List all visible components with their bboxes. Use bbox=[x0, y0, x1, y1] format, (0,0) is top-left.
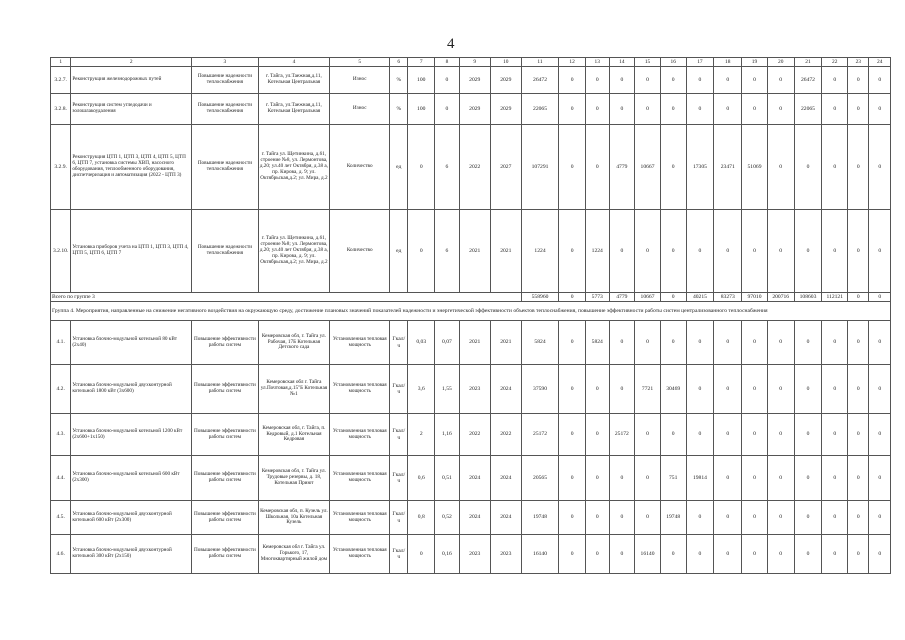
total-value: 0 bbox=[559, 293, 586, 302]
column-number: 13 bbox=[585, 58, 609, 67]
value-cell: 0 bbox=[869, 67, 891, 94]
value-cell: 0 bbox=[585, 365, 609, 414]
value-cell: 26472 bbox=[521, 67, 558, 94]
value-cell: 2 bbox=[408, 414, 435, 456]
value-cell: 0 bbox=[794, 414, 822, 456]
measure-name: Установка блочно-модульной двухконтурной котельной 600 кВт (2х300) bbox=[71, 501, 192, 535]
value-cell: 0 bbox=[822, 67, 848, 94]
value-cell: 0 bbox=[742, 456, 768, 501]
value-cell: 0 bbox=[822, 501, 848, 535]
value-cell: 0 bbox=[767, 210, 794, 293]
value-cell: 0 bbox=[767, 456, 794, 501]
measure-address: Кемеровская обл, г. Тайга ул. Трудовые резервы, д. 18, Котельная Приют bbox=[258, 456, 330, 501]
value-cell: 0 bbox=[585, 501, 609, 535]
value-cell: 19748 bbox=[660, 501, 686, 535]
value-cell: 0 bbox=[635, 321, 661, 365]
value-cell: 100 bbox=[408, 67, 435, 94]
table-row bbox=[51, 414, 891, 456]
value-cell: 0 bbox=[767, 321, 794, 365]
column-number: 16 bbox=[660, 58, 686, 67]
column-number: 12 bbox=[559, 58, 586, 67]
value-cell: 0 bbox=[714, 210, 742, 293]
value-cell: 20565 bbox=[521, 456, 558, 501]
value-cell: 0 bbox=[848, 321, 869, 365]
measure-goal: Повышение эффективности работы систем bbox=[192, 535, 258, 574]
value-cell: 0 bbox=[585, 94, 609, 125]
measure-name: Установка блочно-модульной котельной 1200 кВт (2х600+1х150) bbox=[71, 414, 192, 456]
value-cell: 0 bbox=[767, 125, 794, 210]
indicator: Установленная тепловая мощность bbox=[330, 501, 390, 535]
value-cell: 7721 bbox=[635, 365, 661, 414]
value-cell: 0 bbox=[559, 94, 586, 125]
total-value: 108603 bbox=[794, 293, 822, 302]
measure-name: Установка блочно-модульной двухконтурной котельной 300 кВт (2х150) bbox=[71, 535, 192, 574]
value-cell: 0 bbox=[609, 535, 635, 574]
value-cell: 0 bbox=[660, 210, 686, 293]
value-cell: 0 bbox=[742, 94, 768, 125]
total-value: 0 bbox=[848, 293, 869, 302]
value-cell: 0 bbox=[635, 501, 661, 535]
column-number: 20 bbox=[767, 58, 794, 67]
unit: Гкал/ч bbox=[390, 321, 408, 365]
value-cell: 0 bbox=[869, 456, 891, 501]
measure-goal: Повышение эффективности работы систем bbox=[192, 501, 258, 535]
value-cell: 0 bbox=[869, 501, 891, 535]
column-number: 19 bbox=[742, 58, 768, 67]
value-cell: 0 bbox=[848, 94, 869, 125]
value-cell: 1224 bbox=[585, 210, 609, 293]
value-cell: 0 bbox=[767, 501, 794, 535]
table-row bbox=[51, 456, 891, 501]
value-cell: 25172 bbox=[609, 414, 635, 456]
measure-goal: Повышение надежности теплоснабжения bbox=[192, 67, 258, 94]
value-cell: 2027 bbox=[490, 125, 521, 210]
value-cell: 0 bbox=[742, 67, 768, 94]
table-row bbox=[51, 321, 891, 365]
value-cell: 2021 bbox=[459, 321, 490, 365]
value-cell: 0 bbox=[822, 125, 848, 210]
value-cell: 0 bbox=[686, 94, 714, 125]
measure-name: Реконструкция систем угледодачи и золошлакоудаления bbox=[71, 94, 192, 125]
value-cell: 0 bbox=[635, 67, 661, 94]
value-cell: 0 bbox=[585, 67, 609, 94]
value-cell: 2029 bbox=[490, 94, 521, 125]
total-label: Всего по группе 3 bbox=[51, 293, 522, 302]
value-cell: 0 bbox=[714, 414, 742, 456]
value-cell: 0 bbox=[686, 365, 714, 414]
value-cell: 0 bbox=[767, 535, 794, 574]
table-row bbox=[51, 67, 891, 94]
value-cell: 0 bbox=[660, 94, 686, 125]
investment-table bbox=[50, 57, 891, 574]
column-number: 15 bbox=[635, 58, 661, 67]
value-cell: 0 bbox=[767, 414, 794, 456]
table-row bbox=[51, 125, 891, 210]
value-cell: 19748 bbox=[521, 501, 558, 535]
value-cell: 30469 bbox=[660, 365, 686, 414]
value-cell: 0 bbox=[714, 535, 742, 574]
measure-goal: Повышение надежности теплоснабжения bbox=[192, 94, 258, 125]
page-number: 4 bbox=[447, 36, 455, 52]
indicator: Износ bbox=[330, 94, 390, 125]
table-row bbox=[51, 94, 891, 125]
value-cell: 22065 bbox=[521, 94, 558, 125]
value-cell: 0 bbox=[609, 321, 635, 365]
value-cell: 0 bbox=[660, 414, 686, 456]
value-cell: 0 bbox=[869, 365, 891, 414]
value-cell: 22065 bbox=[794, 94, 822, 125]
value-cell: 16140 bbox=[635, 535, 661, 574]
indicator: Установленная тепловая мощность bbox=[330, 456, 390, 501]
value-cell: 0 bbox=[869, 414, 891, 456]
column-number: 22 bbox=[822, 58, 848, 67]
measure-address: Кемеровская обл г. Тайга ул. Горького, 17, Многоквартирный жилой дом bbox=[258, 535, 330, 574]
value-cell: 0 bbox=[635, 456, 661, 501]
value-cell: 0,6 bbox=[408, 456, 435, 501]
row-id: 4.2. bbox=[51, 365, 71, 414]
measure-name: Реконструкция железнодорожных путей bbox=[71, 67, 192, 94]
unit: Гкал/ч bbox=[390, 456, 408, 501]
total-value: 4779 bbox=[609, 293, 635, 302]
row-id: 3.2.8. bbox=[51, 94, 71, 125]
value-cell: 2022 bbox=[490, 414, 521, 456]
value-cell: 0,51 bbox=[435, 456, 460, 501]
measure-name: Установка блочно-модульной двухконтурной котельной 1800 кВт (3х600) bbox=[71, 365, 192, 414]
value-cell: 0 bbox=[822, 456, 848, 501]
value-cell: 2023 bbox=[459, 535, 490, 574]
value-cell: 0 bbox=[869, 535, 891, 574]
value-cell: 2022 bbox=[459, 125, 490, 210]
value-cell: 0 bbox=[794, 535, 822, 574]
measure-address: г. Тайга, ул.Таежная,д.11, Котельная Центральная bbox=[258, 67, 330, 94]
table-row bbox=[51, 501, 891, 535]
value-cell: 0 bbox=[742, 321, 768, 365]
measure-goal: Повышение эффективности работы систем bbox=[192, 365, 258, 414]
value-cell: 0 bbox=[822, 365, 848, 414]
value-cell: 0 bbox=[686, 321, 714, 365]
total-value: 10667 bbox=[635, 293, 661, 302]
value-cell: 0 bbox=[869, 94, 891, 125]
indicator: Установленная тепловая мощность bbox=[330, 321, 390, 365]
column-number: 21 bbox=[794, 58, 822, 67]
value-cell: 751 bbox=[660, 456, 686, 501]
column-number: 14 bbox=[609, 58, 635, 67]
value-cell: 0 bbox=[585, 535, 609, 574]
value-cell: 0,52 bbox=[435, 501, 460, 535]
value-cell: 0 bbox=[869, 125, 891, 210]
value-cell: 0 bbox=[559, 67, 586, 94]
indicator: Установленная тепловая мощность bbox=[330, 535, 390, 574]
row-id: 4.4. bbox=[51, 456, 71, 501]
value-cell: 0 bbox=[714, 321, 742, 365]
value-cell: 0 bbox=[767, 94, 794, 125]
value-cell: 5824 bbox=[521, 321, 558, 365]
column-number: 3 bbox=[192, 58, 258, 67]
measure-name: Реконструкция ЦТП 1, ЦТП 3, ЦТП 4, ЦТП 5, ЦТП 6, ЦТП 7, установка системы ХВП, насосного оборудования, теплообменного оборудования, диспетчеризация и автоматизация (2022 - ЦТП 3) bbox=[71, 125, 192, 210]
measure-address: Кемеровская обл г. Тайга ул.Почтовая,д.15"Б Котельная №1 bbox=[258, 365, 330, 414]
value-cell: 0,07 bbox=[435, 321, 460, 365]
value-cell: 0 bbox=[869, 210, 891, 293]
value-cell: 0 bbox=[559, 501, 586, 535]
value-cell: 0 bbox=[794, 125, 822, 210]
value-cell: 0 bbox=[635, 414, 661, 456]
column-number: 10 bbox=[490, 58, 521, 67]
value-cell: 0 bbox=[686, 535, 714, 574]
measure-goal: Повышение эффективности работы систем bbox=[192, 456, 258, 501]
value-cell: 0,16 bbox=[435, 535, 460, 574]
unit: % bbox=[390, 67, 408, 94]
value-cell: 0 bbox=[435, 67, 460, 94]
value-cell: 0 bbox=[686, 501, 714, 535]
table-row bbox=[51, 210, 891, 293]
value-cell: 0 bbox=[585, 414, 609, 456]
value-cell: 0 bbox=[609, 365, 635, 414]
value-cell: 2023 bbox=[459, 365, 490, 414]
value-cell: 2024 bbox=[490, 501, 521, 535]
row-id: 3.2.7. bbox=[51, 67, 71, 94]
value-cell: 2029 bbox=[459, 94, 490, 125]
value-cell: 0 bbox=[609, 210, 635, 293]
column-number: 6 bbox=[390, 58, 408, 67]
total-value: 558960 bbox=[521, 293, 558, 302]
value-cell: 0 bbox=[609, 456, 635, 501]
value-cell: 1224 bbox=[521, 210, 558, 293]
value-cell: 0 bbox=[408, 125, 435, 210]
row-id: 3.2.10. bbox=[51, 210, 71, 293]
value-cell: 25172 bbox=[521, 414, 558, 456]
value-cell: 0 bbox=[609, 67, 635, 94]
indicator: Установленная тепловая мощность bbox=[330, 365, 390, 414]
value-cell: 0 bbox=[559, 365, 586, 414]
value-cell: 2024 bbox=[459, 456, 490, 501]
value-cell: 51069 bbox=[742, 125, 768, 210]
value-cell: 0 bbox=[714, 67, 742, 94]
column-number: 8 bbox=[435, 58, 460, 67]
value-cell: 0 bbox=[435, 94, 460, 125]
column-number: 7 bbox=[408, 58, 435, 67]
value-cell: 0 bbox=[686, 414, 714, 456]
value-cell: 0 bbox=[848, 365, 869, 414]
group-title-row bbox=[51, 302, 891, 321]
value-cell: 2023 bbox=[490, 535, 521, 574]
measure-address: г. Тайга ул. Щетинкина, д.61, строение №8; ул. Лермонтова, д.20; ул.40 лет Октября, д.38 а, пр. Кирова, д. 9; ул. Октябрьская,д.2; ул. Мира, д.2 bbox=[258, 210, 330, 293]
column-number: 2 bbox=[71, 58, 192, 67]
total-value: 0 bbox=[660, 293, 686, 302]
column-number: 17 bbox=[686, 58, 714, 67]
row-id: 4.3. bbox=[51, 414, 71, 456]
value-cell: 0 bbox=[408, 535, 435, 574]
value-cell: 0 bbox=[767, 67, 794, 94]
value-cell: 0 bbox=[742, 365, 768, 414]
value-cell: 0 bbox=[408, 210, 435, 293]
total-value: 40215 bbox=[686, 293, 714, 302]
value-cell: 0 bbox=[794, 210, 822, 293]
value-cell: 0 bbox=[585, 456, 609, 501]
value-cell: 0 bbox=[714, 94, 742, 125]
value-cell: 5824 bbox=[585, 321, 609, 365]
unit: % bbox=[390, 94, 408, 125]
value-cell: 4779 bbox=[609, 125, 635, 210]
value-cell: 37590 bbox=[521, 365, 558, 414]
value-cell: 0 bbox=[848, 501, 869, 535]
value-cell: 2024 bbox=[490, 456, 521, 501]
value-cell: 0 bbox=[686, 67, 714, 94]
value-cell: 0 bbox=[767, 365, 794, 414]
total-value: 97010 bbox=[742, 293, 768, 302]
column-number: 9 bbox=[459, 58, 490, 67]
value-cell: 3,6 bbox=[408, 365, 435, 414]
value-cell: 0 bbox=[848, 414, 869, 456]
value-cell: 10667 bbox=[635, 125, 661, 210]
value-cell: 0 bbox=[822, 414, 848, 456]
measure-address: Кемеровская обл, г. Тайга, п. Кедровый, д.1 Котельная Кедровая bbox=[258, 414, 330, 456]
value-cell: 2022 bbox=[459, 414, 490, 456]
table-row bbox=[51, 365, 891, 414]
group-4-title: Группа 4. Мероприятия, направленные на снижение негативного воздействия на окружающую среду, достижение плановых значений показателей надежности и энергетической эффективности объектов теплоснабжения, повышение эффективности работы систем централизованного теплоснабжения bbox=[51, 302, 891, 321]
value-cell: 0 bbox=[822, 321, 848, 365]
value-cell: 2024 bbox=[459, 501, 490, 535]
value-cell: 2029 bbox=[459, 67, 490, 94]
measure-address: г. Тайга ул. Щетинкина, д.61, строение №8, ул. Лермонтова, д.20; ул.40 лет Октября, д.38 а, пр. Кирова, д. 9; ул. Октябрьская,д.2; ул. Мира, д.2 bbox=[258, 125, 330, 210]
value-cell: 0 bbox=[559, 535, 586, 574]
value-cell: 0 bbox=[714, 365, 742, 414]
value-cell: 0 bbox=[822, 535, 848, 574]
value-cell: 2024 bbox=[490, 365, 521, 414]
value-cell: 0 bbox=[794, 456, 822, 501]
measure-address: Кемеровская обл, г. Тайга ул. Рабочая, 17Б Котельная Детского сада bbox=[258, 321, 330, 365]
value-cell: 2021 bbox=[490, 321, 521, 365]
value-cell: 6 bbox=[435, 125, 460, 210]
value-cell: 0 bbox=[869, 321, 891, 365]
value-cell: 0 bbox=[822, 210, 848, 293]
value-cell: 0 bbox=[848, 535, 869, 574]
total-row bbox=[51, 293, 891, 302]
total-value: 112121 bbox=[822, 293, 848, 302]
value-cell: 0 bbox=[609, 94, 635, 125]
value-cell: 0 bbox=[848, 67, 869, 94]
column-number: 11 bbox=[521, 58, 558, 67]
value-cell: 0 bbox=[794, 365, 822, 414]
column-number: 1 bbox=[51, 58, 71, 67]
total-value: 200716 bbox=[767, 293, 794, 302]
row-id: 4.5. bbox=[51, 501, 71, 535]
value-cell: 0 bbox=[559, 210, 586, 293]
value-cell: 0 bbox=[559, 414, 586, 456]
unit: Гкал/ч bbox=[390, 501, 408, 535]
measure-name: Установка блочно-модульной котельной 600 кВт (2х300) bbox=[71, 456, 192, 501]
value-cell: 0 bbox=[822, 94, 848, 125]
column-number: 4 bbox=[258, 58, 330, 67]
value-cell: 1,55 bbox=[435, 365, 460, 414]
total-value: 0 bbox=[869, 293, 891, 302]
value-cell: 0 bbox=[559, 321, 586, 365]
indicator: Установленная тепловая мощность bbox=[330, 414, 390, 456]
row-id: 4.1. bbox=[51, 321, 71, 365]
table-row bbox=[51, 535, 891, 574]
value-cell: 0 bbox=[714, 456, 742, 501]
column-number: 23 bbox=[848, 58, 869, 67]
column-number: 24 bbox=[869, 58, 891, 67]
value-cell: 0 bbox=[848, 456, 869, 501]
measure-name: Установка приборов учета на ЦТП 1, ЦТП 3, ЦТП 4, ЦТП 5, ЦТП 6, ЦТП 7 bbox=[71, 210, 192, 293]
value-cell: 0 bbox=[848, 210, 869, 293]
total-value: 83273 bbox=[714, 293, 742, 302]
value-cell: 0 bbox=[686, 210, 714, 293]
indicator: Количество bbox=[330, 125, 390, 210]
value-cell: 0 bbox=[635, 210, 661, 293]
unit: Гкал/ч bbox=[390, 365, 408, 414]
value-cell: 0 bbox=[660, 321, 686, 365]
indicator: Износ bbox=[330, 67, 390, 94]
value-cell: 17305 bbox=[686, 125, 714, 210]
value-cell: 23471 bbox=[714, 125, 742, 210]
measure-goal: Повышение эффективности работы систем bbox=[192, 414, 258, 456]
value-cell: 0 bbox=[742, 210, 768, 293]
value-cell: 6 bbox=[435, 210, 460, 293]
value-cell: 0 bbox=[660, 125, 686, 210]
measure-goal: Повышение эффективности работы систем bbox=[192, 321, 258, 365]
value-cell: 0 bbox=[742, 414, 768, 456]
value-cell: 0 bbox=[635, 94, 661, 125]
value-cell: 100 bbox=[408, 94, 435, 125]
value-cell: 16140 bbox=[521, 535, 558, 574]
value-cell: 0 bbox=[585, 125, 609, 210]
indicator: Количество bbox=[330, 210, 390, 293]
value-cell: 1,16 bbox=[435, 414, 460, 456]
value-cell: 2021 bbox=[490, 210, 521, 293]
unit: Гкал/ч bbox=[390, 414, 408, 456]
column-number: 18 bbox=[714, 58, 742, 67]
value-cell: 0 bbox=[660, 67, 686, 94]
measure-goal: Повышение надежности теплоснабжения bbox=[192, 210, 258, 293]
row-id: 4.6. bbox=[51, 535, 71, 574]
value-cell: 2021 bbox=[459, 210, 490, 293]
value-cell: 0 bbox=[848, 125, 869, 210]
unit: Гкал/ч bbox=[390, 535, 408, 574]
value-cell: 0 bbox=[714, 501, 742, 535]
value-cell: 0 bbox=[794, 501, 822, 535]
value-cell: 0 bbox=[559, 456, 586, 501]
value-cell: 0 bbox=[794, 321, 822, 365]
unit: ед bbox=[390, 210, 408, 293]
measure-address: г. Тайга, ул.Таежная,д.11, Котельная Центральная bbox=[258, 94, 330, 125]
measure-name: Установка блочно-модульной котельной 80 кВт (2х40) bbox=[71, 321, 192, 365]
row-id: 3.2.9. bbox=[51, 125, 71, 210]
value-cell: 0,8 bbox=[408, 501, 435, 535]
value-cell: 19814 bbox=[686, 456, 714, 501]
measure-address: Кемеровская обл, п. Кузель ул. Школьная, 10а Котельная Кузель bbox=[258, 501, 330, 535]
column-number-row bbox=[51, 58, 891, 67]
value-cell: 26472 bbox=[794, 67, 822, 94]
total-value: 5773 bbox=[585, 293, 609, 302]
value-cell: 2029 bbox=[490, 67, 521, 94]
value-cell: 0 bbox=[559, 125, 586, 210]
measure-goal: Повышение надежности теплоснабжения bbox=[192, 125, 258, 210]
unit: ед bbox=[390, 125, 408, 210]
value-cell: 0 bbox=[742, 535, 768, 574]
value-cell: 0,03 bbox=[408, 321, 435, 365]
value-cell: 107291 bbox=[521, 125, 558, 210]
value-cell: 0 bbox=[609, 501, 635, 535]
value-cell: 0 bbox=[742, 501, 768, 535]
value-cell: 0 bbox=[660, 535, 686, 574]
column-number: 5 bbox=[330, 58, 390, 67]
